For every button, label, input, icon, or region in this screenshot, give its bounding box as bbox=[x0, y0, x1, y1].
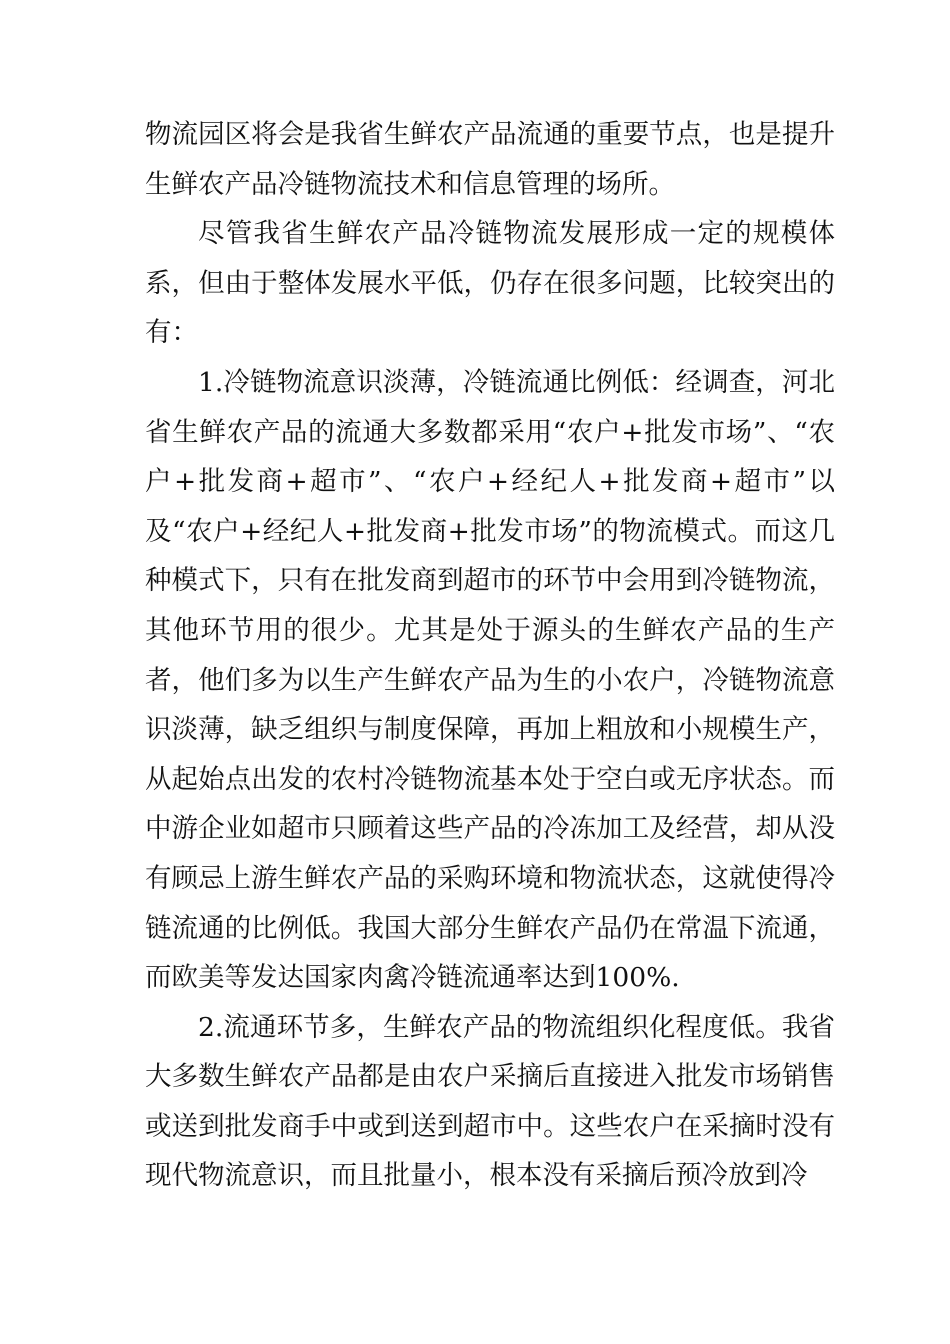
paragraph-logistics-park: 物流园区将会是我省生鲜农产品流通的重要节点，也是提升生鲜农产品冷链物流技术和信息管理的场所。 bbox=[145, 119, 835, 200]
paragraph-problem-2: 2.流通环节多，生鲜农产品的物流组织化程度低。我省大多数生鲜农产品都是由农户采摘后直接进入批发市场销售或送到批发商手中或到送到超市中。这些农户在采摘时没有现代物流意识，而且批量小，根本没有采摘后预冷放到冷 bbox=[145, 1011, 835, 1192]
body-text bbox=[145, 110, 835, 1201]
paragraph-problem-1: 1.冷链物流意识淡薄，冷链流通比例低：经调查，河北省生鲜农产品的流通大多数都采用“农户+批发市场”、“农户+批发商+超市”、“农户+经纪人+批发商+超市”以及“农户+经纪人+批发商+批发市场”的物流模式。而这几种模式下，只有在批发商到超市的环节中会用到冷链物流，其他环节用的很少。尤其是处于源头的生鲜农产品的生产者，他们多为以生产生鲜农产品为生的小农户，冷链物流意识淡薄，缺乏组织与制度保障，再加上粗放和小规模生产，从起始点出发的农村冷链物流基本处于空白或无序状态。而中游企业如超市只顾着这些产品的冷冻加工及经营，却从没有顾忌上游生鲜农产品的采购环境和物流状态，这就使得冷链流通的比例低。我国大部分生鲜农产品仍在常温下流通，而欧美等发达国家肉禽冷链流通率达到100%. bbox=[145, 366, 835, 994]
paragraph-problems-intro: 尽管我省生鲜农产品冷链物流发展形成一定的规模体系，但由于整体发展水平低，仍存在很多问题，比较突出的有： bbox=[145, 218, 835, 349]
